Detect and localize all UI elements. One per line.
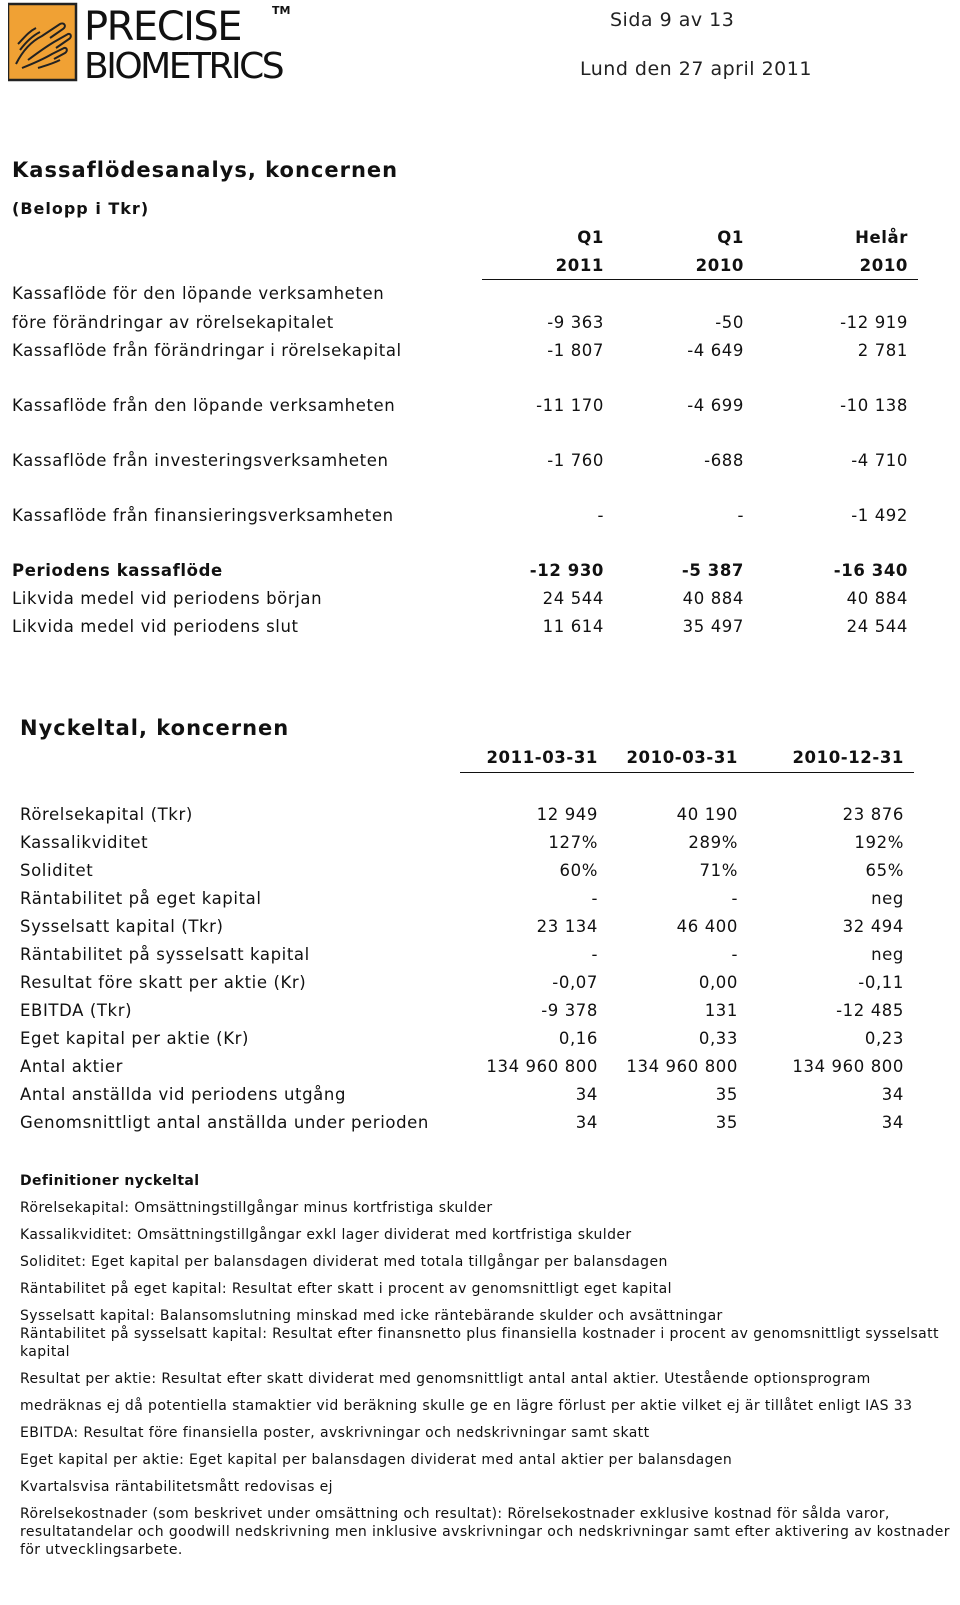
cell: -10 138 bbox=[840, 395, 908, 415]
cell: -9 363 bbox=[547, 312, 604, 332]
table-row bbox=[12, 308, 918, 336]
definition-item: Rörelsekostnader (som beskrivet under omsättning och resultat): Rörelsekostnader exklusive kostnad för sålda varor, resultatandelar och goodwill nedskrivning men inklusive avskrivningar och nedskrivningar samt efter aktivering av kostnader för utvecklingsarbete. bbox=[20, 1506, 950, 1558]
logo-line1: PRECISE bbox=[84, 4, 242, 50]
cell: 60% bbox=[559, 860, 598, 880]
cell: 34 bbox=[575, 1084, 598, 1104]
cell bbox=[744, 280, 918, 309]
row-label: Likvida medel vid periodens början bbox=[12, 588, 323, 608]
table-header-row bbox=[12, 223, 918, 251]
table-header-row bbox=[12, 251, 918, 280]
row-label: EBITDA (Tkr) bbox=[20, 1000, 133, 1020]
cell: 134 960 800 bbox=[792, 1056, 904, 1076]
cell: -12 919 bbox=[840, 312, 908, 332]
table-row bbox=[20, 828, 914, 856]
cell: 35 497 bbox=[682, 616, 744, 636]
row-label: Kassaflöde från finansieringsverksamheten bbox=[12, 505, 394, 525]
cell: 71% bbox=[699, 860, 738, 880]
cell: - bbox=[591, 944, 598, 964]
table-row bbox=[20, 1024, 914, 1052]
cell: - bbox=[591, 888, 598, 908]
cell: 0,23 bbox=[864, 1028, 904, 1048]
cell: 23 876 bbox=[842, 804, 904, 824]
table-row bbox=[12, 584, 918, 612]
cell: 65% bbox=[865, 860, 904, 880]
col-header-q1-2011: Q1 bbox=[577, 227, 604, 247]
logo-tm: TM bbox=[272, 4, 291, 17]
row-label: Räntabilitet på eget kapital bbox=[20, 888, 262, 908]
cell: 192% bbox=[854, 832, 904, 852]
table-row bbox=[20, 940, 914, 968]
cell: 40 884 bbox=[846, 588, 908, 608]
table-row bbox=[12, 446, 918, 474]
table-header-row bbox=[20, 742, 914, 773]
cell: 46 400 bbox=[676, 916, 738, 936]
table-row bbox=[20, 884, 914, 912]
table-row bbox=[20, 912, 914, 940]
cell: -688 bbox=[704, 450, 744, 470]
cell: -4 710 bbox=[851, 450, 908, 470]
definition-item: Sysselsatt kapital: Balansomslutning minskad med icke räntebärande skulder och avsättningar bbox=[20, 1308, 723, 1324]
cell: 40 884 bbox=[682, 588, 744, 608]
col-header-date: 2011-03-31 bbox=[460, 742, 598, 773]
col-year: 2010 bbox=[604, 251, 744, 280]
cell: -4 699 bbox=[687, 395, 744, 415]
cell: -4 649 bbox=[687, 340, 744, 360]
cell: -50 bbox=[715, 312, 744, 332]
cell bbox=[604, 280, 744, 309]
cell: 32 494 bbox=[842, 916, 904, 936]
row-label: Periodens kassaflöde bbox=[12, 560, 223, 580]
keyratios-title: Nyckeltal, koncernen bbox=[20, 716, 290, 740]
document-date: Lund den 27 april 2011 bbox=[580, 58, 812, 80]
cell: 2 781 bbox=[857, 340, 908, 360]
cell: 24 544 bbox=[846, 616, 908, 636]
table-row bbox=[12, 336, 918, 364]
table-row bbox=[20, 968, 914, 996]
row-label: Räntabilitet på sysselsatt kapital bbox=[20, 944, 310, 964]
cell: 0,16 bbox=[558, 1028, 598, 1048]
cell: 12 949 bbox=[536, 804, 598, 824]
cell: 34 bbox=[881, 1084, 904, 1104]
row-label: Kassalikviditet bbox=[20, 832, 149, 852]
cell: 23 134 bbox=[536, 916, 598, 936]
cell: -12 485 bbox=[836, 1000, 904, 1020]
cell: 34 bbox=[881, 1112, 904, 1132]
col-header-date: 2010-03-31 bbox=[598, 742, 738, 773]
cell: -9 378 bbox=[541, 1000, 598, 1020]
table-row bbox=[20, 1108, 914, 1136]
definitions-section bbox=[20, 1172, 950, 1568]
cell: -0,07 bbox=[552, 972, 598, 992]
table-row bbox=[20, 996, 914, 1024]
col-year: 2011 bbox=[482, 251, 604, 280]
definition-item: Rörelsekapital: Omsättningstillgångar minus kortfristiga skulder bbox=[20, 1200, 493, 1216]
cell: 289% bbox=[688, 832, 738, 852]
cashflow-table bbox=[12, 223, 918, 640]
row-label: Sysselsatt kapital (Tkr) bbox=[20, 916, 224, 936]
col-year: 2010 bbox=[744, 251, 918, 280]
table-row bbox=[20, 1080, 914, 1108]
row-label: Likvida medel vid periodens slut bbox=[12, 616, 299, 636]
definition-item: EBITDA: Resultat före finansiella poster, avskrivningar och nedskrivningar samt skatt bbox=[20, 1425, 650, 1441]
definition-item: medräknas ej då potentiella stamaktier vid beräkning skulle ge en lägre förlust per aktie vilket ej är tillåtet enligt IAS 33 bbox=[20, 1398, 913, 1414]
row-label: Eget kapital per aktie (Kr) bbox=[20, 1028, 250, 1048]
cell: - bbox=[731, 888, 738, 908]
cell: 35 bbox=[715, 1084, 738, 1104]
cell bbox=[482, 280, 604, 309]
definition-item: Eget kapital per aktie: Eget kapital per balansdagen dividerat med antal aktier per balansdagen bbox=[20, 1452, 733, 1468]
cell: 134 960 800 bbox=[626, 1056, 738, 1076]
cell: - bbox=[737, 505, 744, 525]
cell: neg bbox=[871, 888, 904, 908]
row-label: Resultat före skatt per aktie (Kr) bbox=[20, 972, 307, 992]
cell: - bbox=[597, 505, 604, 525]
cashflow-title: Kassaflödesanalys, koncernen bbox=[12, 158, 399, 182]
row-label: Kassaflöde från den löpande verksamheten bbox=[12, 395, 396, 415]
definition-item: Resultat per aktie: Resultat efter skatt dividerat med genomsnittligt antal antal aktier. Utestående optionsprogram bbox=[20, 1371, 871, 1387]
table-row bbox=[12, 391, 918, 419]
definitions-title: Definitioner nyckeltal bbox=[20, 1173, 200, 1189]
row-label: Antal anställda vid periodens utgång bbox=[20, 1084, 347, 1104]
amount-unit: (Belopp i Tkr) bbox=[12, 199, 150, 218]
col-header-date: 2010-12-31 bbox=[738, 742, 914, 773]
table-row-total bbox=[12, 556, 918, 584]
cell: -1 492 bbox=[851, 505, 908, 525]
cell: 24 544 bbox=[542, 588, 604, 608]
cell: 0,33 bbox=[698, 1028, 738, 1048]
row-label: Antal aktier bbox=[20, 1056, 124, 1076]
cell: 34 bbox=[575, 1112, 598, 1132]
cell: -16 340 bbox=[833, 560, 908, 580]
table-row bbox=[20, 856, 914, 884]
cell: -12 930 bbox=[529, 560, 604, 580]
table-row bbox=[12, 280, 918, 309]
table-row bbox=[20, 800, 914, 828]
page-number: Sida 9 av 13 bbox=[610, 9, 735, 31]
definition-item: Soliditet: Eget kapital per balansdagen dividerat med totala tillgångar per balansdagen bbox=[20, 1254, 668, 1270]
cell: neg bbox=[871, 944, 904, 964]
cell: 127% bbox=[548, 832, 598, 852]
cell: -5 387 bbox=[681, 560, 744, 580]
definition-item: Räntabilitet på eget kapital: Resultat efter skatt i procent av genomsnittligt eget kapital bbox=[20, 1281, 672, 1297]
cell: 131 bbox=[704, 1000, 738, 1020]
row-label: Kassaflöde från förändringar i rörelsekapital bbox=[12, 340, 402, 360]
row-label: före förändringar av rörelsekapitalet bbox=[12, 312, 334, 332]
cell: 0,00 bbox=[698, 972, 738, 992]
row-label: Kassaflöde för den löpande verksamheten bbox=[12, 284, 385, 304]
table-row bbox=[20, 1052, 914, 1080]
company-logo bbox=[8, 2, 298, 82]
cell: -1 760 bbox=[547, 450, 604, 470]
table-row bbox=[12, 501, 918, 529]
col-header-q1-2010: Q1 bbox=[717, 227, 744, 247]
row-label: Rörelsekapital (Tkr) bbox=[20, 804, 193, 824]
cell: 11 614 bbox=[542, 616, 604, 636]
row-label: Soliditet bbox=[20, 860, 94, 880]
row-label: Kassaflöde från investeringsverksamheten bbox=[12, 450, 389, 470]
cell: -0,11 bbox=[858, 972, 904, 992]
row-label: Genomsnittligt antal anställda under perioden bbox=[20, 1112, 429, 1132]
cell: 35 bbox=[715, 1112, 738, 1132]
cell: -1 807 bbox=[547, 340, 604, 360]
cell: 40 190 bbox=[676, 804, 738, 824]
cell: - bbox=[731, 944, 738, 964]
logo-line2: BIOMETRICS bbox=[84, 46, 283, 82]
definition-item: Räntabilitet på sysselsatt kapital: Resultat efter finansnetto plus finansiella kostnader i procent av genomsnittligt sysselsatt kapital bbox=[20, 1326, 939, 1360]
definition-item: Kassalikviditet: Omsättningstillgångar exkl lager dividerat med kortfristiga skulder bbox=[20, 1227, 632, 1243]
cell: 134 960 800 bbox=[486, 1056, 598, 1076]
table-row bbox=[12, 612, 918, 640]
col-header-fullyear: Helår bbox=[855, 227, 908, 247]
keyratios-table bbox=[20, 742, 914, 1136]
definition-item: Kvartalsvisa räntabilitetsmått redovisas ej bbox=[20, 1479, 333, 1495]
cell: -11 170 bbox=[536, 395, 604, 415]
